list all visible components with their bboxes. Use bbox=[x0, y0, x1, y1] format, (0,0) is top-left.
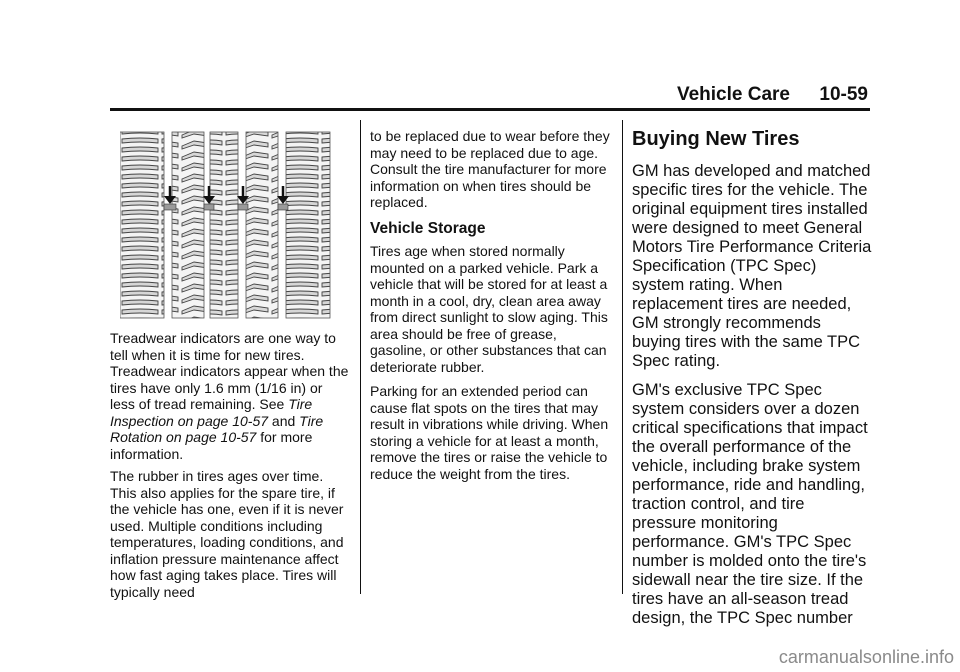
buying-new-tires-heading: Buying New Tires bbox=[632, 128, 800, 150]
column-left bbox=[110, 330, 350, 606]
tire-tread-illustration bbox=[120, 128, 342, 320]
page-header bbox=[110, 84, 870, 111]
storage-paragraph: Tires age when stored normally mounted on a parked vehicle. Park a vehicle that will be stored for at least a month in a cool, dry, clean area away from direct sunlight to slow aging. This area should be free of grease, gasoline, or other substances that can deteriorate rubber. bbox=[370, 243, 608, 375]
watermark: carmanualsonline.info bbox=[778, 647, 954, 667]
gm-tires-paragraph: GM has developed and matched specific tires for the vehicle. The original equipment tires installed were designed to meet General Motors Tire Performance Criteria Specification (TPC Spec) system rating. When replacement tires are needed, GM strongly recommends buying tires with the same TPC Spec rating. bbox=[632, 162, 872, 370]
flat-spots-paragraph: Parking for an extended period can cause flat spots on the tires that may result in vibrations while driving. When storing a vehicle for at least a month, remove the tires or raise the vehicle to reduce the weight from the tires. bbox=[370, 383, 609, 482]
column-divider bbox=[622, 120, 623, 594]
tire-aging-paragraph: The rubber in tires ages over time. This also applies for the spare tire, if the vehicle has one, even if it is never used. Multiple conditions including temperatures, loading conditions, and inflation pressure maintenance affect how fast aging takes place. Tires will typically need bbox=[110, 468, 344, 600]
treadwear-indicator-figure bbox=[120, 128, 342, 320]
column-divider bbox=[360, 120, 361, 594]
page-number: 10-59 bbox=[819, 84, 868, 105]
section-title: Vehicle Care bbox=[676, 84, 790, 105]
tire-inspection-link[interactable]: Tire Inspection on page 10-57 bbox=[110, 396, 313, 429]
vehicle-storage-heading: Vehicle Storage bbox=[370, 219, 486, 237]
column-middle bbox=[370, 128, 610, 490]
tire-rotation-link[interactable]: Tire Rotation on page 10-57 bbox=[110, 412, 324, 445]
tpc-spec-paragraph: GM's exclusive TPC Spec system considers over a dozen critical specifications that impact the overall performance of the vehicle, including brake system performance, ride and handling, traction control, and tire pressure monitoring performance. GM's TPC Spec number is molded onto the tire's sidewall near the tire size. If the tires have an all-season tread design, the TPC Spec number bbox=[632, 381, 868, 627]
treadwear-paragraph: Treadwear indicators are one way to tell when it is time for new tires. Treadwear indicators appear when the tires have only 1.6 mm (1/16 in) or less of tread remaining. See Tire Inspection on page 10-57 and Tire Rotation on page 10-57 for more information. bbox=[110, 330, 349, 462]
column-right bbox=[632, 128, 872, 638]
replacement-paragraph: to be replaced due to wear before they may need to be replaced due to age. Consult the tire manufacturer for more information on when tires should be replaced. bbox=[370, 128, 610, 210]
